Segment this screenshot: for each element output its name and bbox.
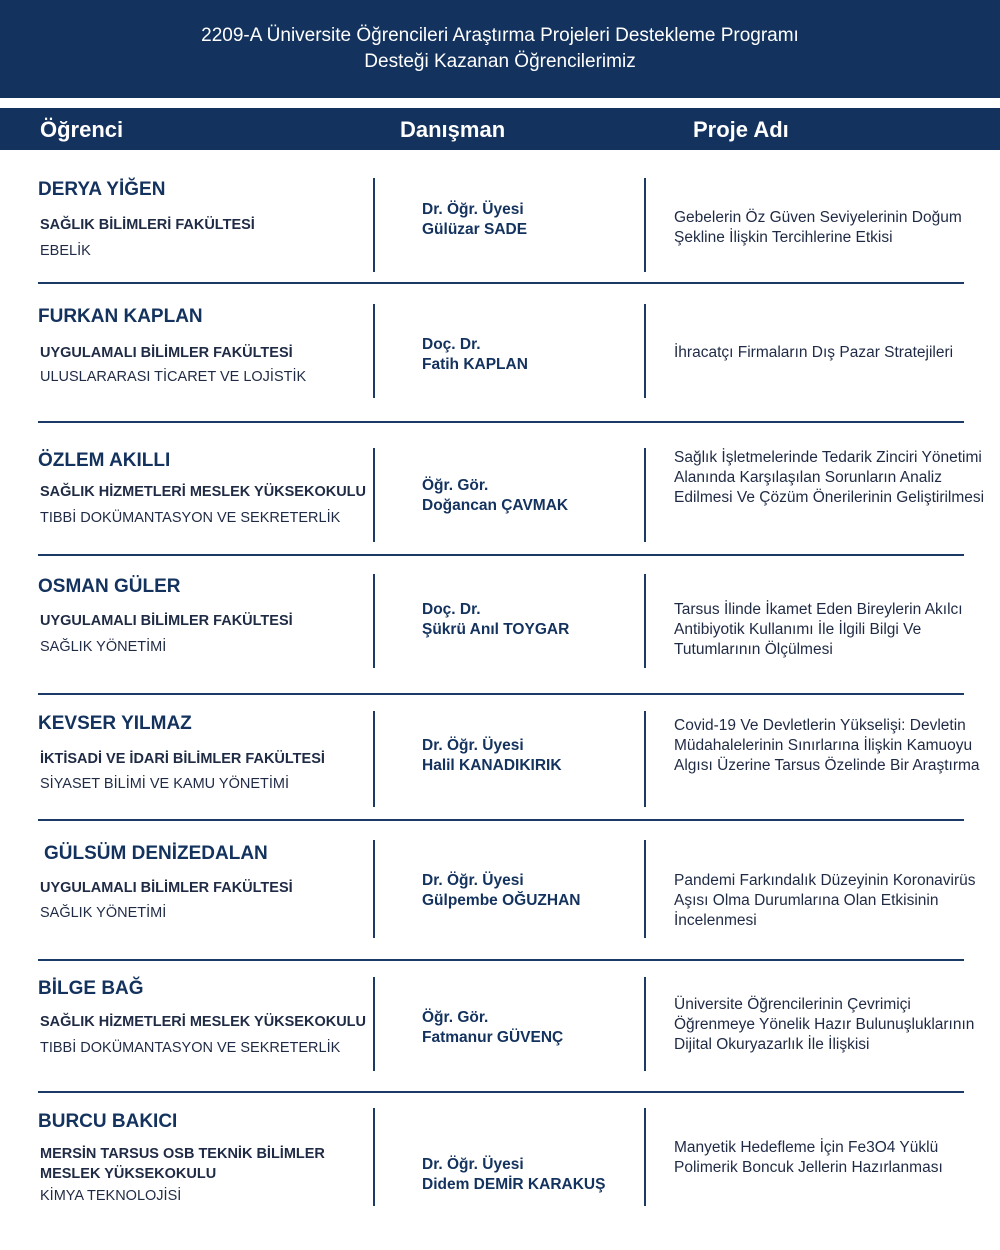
column-header-project: Proje Adı <box>693 117 789 142</box>
student-name: GÜLSÜM DENİZEDALAN <box>44 843 268 864</box>
column-divider <box>644 304 646 398</box>
advisor <box>422 871 580 911</box>
advisor <box>422 476 568 516</box>
student-faculty: MERSİN TARSUS OSB TEKNİK BİLİMLER MESLEK YÜKSEKOKULU <box>40 1146 325 1182</box>
advisor <box>422 1008 563 1048</box>
student-department: TIBBİ DOKÜMANTASYON VE SEKRETERLİK <box>40 510 341 526</box>
advisor-title: Doç. Dr. <box>422 601 481 618</box>
column-divider <box>373 977 375 1071</box>
project-title: Tarsus İlinde İkamet Eden Bireylerin Akılcı Antibiyotik Kullanımı İle İlgili Bilgi Ve Tutumlarının Ölçülmesi <box>674 601 963 658</box>
student-department: TIBBİ DOKÜMANTASYON VE SEKRETERLİK <box>40 1040 341 1056</box>
advisor-title: Öğr. Gör. <box>422 477 489 494</box>
advisor-name: Didem DEMİR KARAKUŞ <box>422 1176 606 1193</box>
column-divider <box>644 448 646 542</box>
row-separator <box>38 421 964 423</box>
row-separator <box>38 282 964 284</box>
column-divider <box>644 711 646 807</box>
student-name: OSMAN GÜLER <box>38 576 181 597</box>
advisor <box>422 200 527 240</box>
column-divider <box>373 304 375 398</box>
advisor-title: Dr. Öğr. Üyesi <box>422 737 524 754</box>
title-banner <box>0 0 1000 98</box>
student-faculty: UYGULAMALI BİLİMLER FAKÜLTESİ <box>40 345 293 361</box>
banner-subtitle: Desteği Kazanan Öğrencilerimiz <box>364 51 636 72</box>
student-name: DERYA YİĞEN <box>38 179 166 200</box>
column-header-bar <box>0 108 1000 150</box>
column-divider <box>373 178 375 272</box>
student-name: BİLGE BAĞ <box>38 978 144 999</box>
banner-title: 2209-A Üniversite Öğrencileri Araştırma Projeleri Destekleme Programı <box>201 25 799 46</box>
column-divider <box>644 977 646 1071</box>
project-title: İhracatçı Firmaların Dış Pazar Stratejileri <box>674 344 954 361</box>
advisor-name: Doğancan ÇAVMAK <box>422 497 569 514</box>
advisor <box>422 1155 605 1195</box>
column-divider <box>373 574 375 668</box>
student-name: BURCU BAKICI <box>38 1111 178 1132</box>
banner-divider <box>0 98 1000 108</box>
row-separator <box>38 1091 964 1093</box>
column-divider <box>644 178 646 272</box>
column-divider <box>644 574 646 668</box>
student-faculty: UYGULAMALI BİLİMLER FAKÜLTESİ <box>40 613 293 629</box>
column-divider <box>644 1108 646 1206</box>
advisor-name: Gülpembe OĞUZHAN <box>422 892 581 909</box>
row-separator <box>38 819 964 821</box>
row-separator <box>38 959 964 961</box>
student-faculty: SAĞLIK HİZMETLERİ MESLEK YÜKSEKOKULU <box>40 484 366 500</box>
student-department: SİYASET BİLİMİ VE KAMU YÖNETİMİ <box>40 776 289 792</box>
student-faculty: UYGULAMALI BİLİMLER FAKÜLTESİ <box>40 880 293 896</box>
advisor-title: Dr. Öğr. Üyesi <box>422 1156 524 1173</box>
student-name: KEVSER YILMAZ <box>38 713 192 734</box>
column-divider <box>373 448 375 542</box>
column-header-student: Öğrenci <box>40 117 124 142</box>
student-department: SAĞLIK YÖNETİMİ <box>40 639 167 655</box>
student-faculty: İKTİSADİ VE İDARİ BİLİMLER FAKÜLTESİ <box>40 751 325 767</box>
project-title: Covid-19 Ve Devletlerin Yükselişi: Devletin Müdahalelerinin Sınırlarına İlişkin Kamuoyu Algısı Üzerine Tarsus Özelinde Bir Araştırma <box>674 717 980 774</box>
student-department: KİMYA TEKNOLOJİSİ <box>40 1188 182 1204</box>
student-faculty: SAĞLIK BİLİMLERİ FAKÜLTESİ <box>40 217 255 233</box>
advisor-title: Öğr. Gör. <box>422 1009 489 1026</box>
advisor-name: Fatmanur GÜVENÇ <box>422 1029 564 1046</box>
advisor <box>422 600 569 640</box>
student-name: FURKAN KAPLAN <box>38 306 203 327</box>
project-title: Manyetik Hedefleme İçin Fe3O4 Yüklü Polimerik Boncuk Jellerin Hazırlanması <box>674 1139 943 1176</box>
project-title: Üniversite Öğrencilerinin Çevrimiçi Öğrenmeye Yönelik Hazır Bulunuşluklarının Dijital Okuryazarlık İle İlişkisi <box>674 996 975 1053</box>
student-department: SAĞLIK YÖNETİMİ <box>40 905 167 921</box>
advisor-name: Gülüzar SADE <box>422 221 528 238</box>
row-separator <box>38 693 964 695</box>
advisor <box>422 736 562 776</box>
advisor-title: Dr. Öğr. Üyesi <box>422 201 524 218</box>
column-divider <box>373 840 375 938</box>
project-title: Pandemi Farkındalık Düzeyinin Koronavirüs Aşısı Olma Durumlarına Olan Etkisinin İncelenmesi <box>674 872 976 929</box>
student-department: EBELİK <box>40 243 91 259</box>
advisor-name: Şükrü Anıl TOYGAR <box>422 621 570 638</box>
column-divider <box>373 711 375 807</box>
project-title: Sağlık İşletmelerinde Tedarik Zinciri Yönetimi Alanında Karşılaşılan Sorunların Analiz Edilmesi Ve Çözüm Önerilerinin Geliştirilmesi <box>674 449 985 506</box>
student-faculty: SAĞLIK HİZMETLERİ MESLEK YÜKSEKOKULU <box>40 1014 366 1030</box>
advisor-name: Halil KANADIKIRIK <box>422 757 562 774</box>
advisor-title: Doç. Dr. <box>422 336 481 353</box>
column-header-advisor: Danışman <box>400 117 506 142</box>
column-divider <box>644 840 646 938</box>
project-title: Gebelerin Öz Güven Seviyelerinin Doğum Şekline İlişkin Tercihlerine Etkisi <box>674 209 962 246</box>
advisor-title: Dr. Öğr. Üyesi <box>422 872 524 889</box>
column-divider <box>373 1108 375 1206</box>
advisor-name: Fatih KAPLAN <box>422 356 528 373</box>
row-separator <box>38 554 964 556</box>
advisor <box>422 335 528 375</box>
student-department: ULUSLARARASI TİCARET VE LOJİSTİK <box>40 369 307 385</box>
student-name: ÖZLEM AKILLI <box>38 450 171 471</box>
